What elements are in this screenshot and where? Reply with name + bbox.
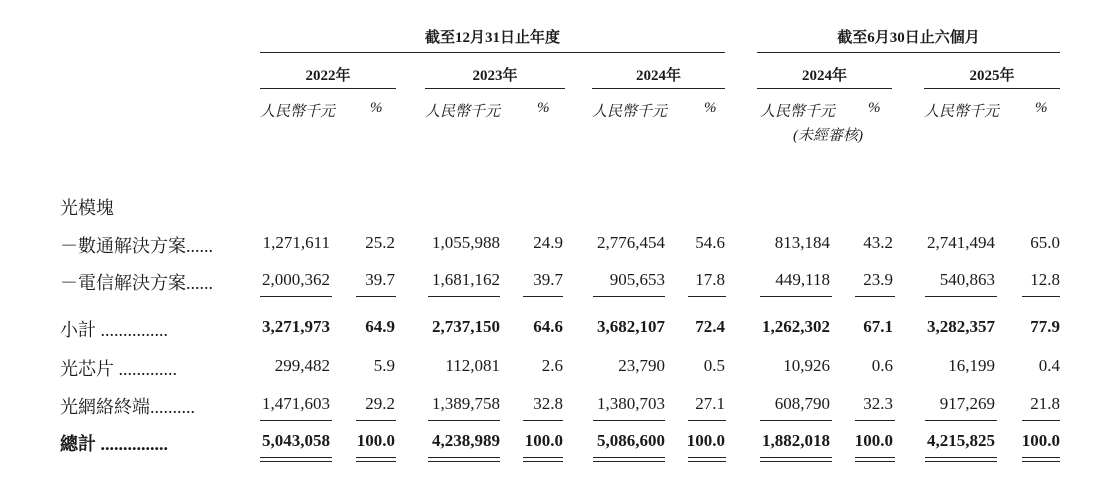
row-label: －電信解決方案...... xyxy=(60,273,213,293)
table-cell: 0.5 xyxy=(703,356,725,375)
table-cell: 2,737,150 xyxy=(432,317,500,336)
table-cell: 449,118 xyxy=(775,270,830,289)
group-header-annual: 截至12月31日止年度 xyxy=(424,30,560,46)
table-cell: 3,682,107 xyxy=(597,317,665,336)
year-header: 2024年 xyxy=(635,68,681,84)
double-rule xyxy=(1022,461,1060,462)
table-cell: 39.7 xyxy=(365,270,395,289)
total-rule xyxy=(760,420,832,421)
table-cell: 24.9 xyxy=(533,233,563,252)
total-rule xyxy=(593,420,665,421)
double-rule xyxy=(593,457,665,458)
row-label-total: 總計 ............... xyxy=(60,434,168,454)
year-header: 2025年 xyxy=(969,68,1015,84)
subtotal-rule xyxy=(593,296,665,297)
row-label: －數通解決方案...... xyxy=(60,236,213,256)
table-cell: 32.8 xyxy=(533,394,563,413)
table-cell: 813,184 xyxy=(774,233,830,252)
divider xyxy=(924,88,1060,89)
unit-label: 人民幣千元 xyxy=(425,104,501,120)
table-cell: 77.9 xyxy=(1030,317,1060,336)
table-cell: 5.9 xyxy=(373,356,395,375)
table-cell: 67.1 xyxy=(863,317,893,336)
unaudited-label: (未經審核) xyxy=(793,128,863,144)
double-rule xyxy=(523,457,563,458)
table-cell: 1,055,988 xyxy=(432,233,500,252)
row-label: 光芯片 ............. xyxy=(60,359,177,379)
total-rule xyxy=(925,420,997,421)
double-rule xyxy=(523,461,563,462)
table-cell: 100.0 xyxy=(1021,431,1060,450)
divider xyxy=(757,88,892,89)
subtotal-rule xyxy=(925,296,997,297)
unit-label: 人民幣千元 xyxy=(260,104,336,120)
pct-label: % xyxy=(537,100,550,116)
table-cell: 54.6 xyxy=(695,233,725,252)
table-cell: 64.9 xyxy=(365,317,395,336)
subtotal-rule xyxy=(855,296,895,297)
group-header-interim: 截至6月30日止六個月 xyxy=(837,30,980,46)
table-cell: 1,380,703 xyxy=(597,394,665,413)
subtotal-rule xyxy=(428,296,500,297)
table-cell: 100.0 xyxy=(524,431,563,450)
total-rule xyxy=(1022,420,1060,421)
double-rule xyxy=(593,461,665,462)
divider xyxy=(260,88,396,89)
total-rule xyxy=(855,420,895,421)
subtotal-rule xyxy=(1022,296,1060,297)
table-cell: 1,882,018 xyxy=(762,431,830,450)
double-rule xyxy=(925,457,997,458)
table-cell: 1,389,758 xyxy=(432,394,500,413)
table-cell: 1,471,603 xyxy=(262,394,330,413)
total-rule xyxy=(260,420,332,421)
row-label: 光網絡終端.......... xyxy=(60,397,195,417)
table-cell: 1,681,162 xyxy=(432,270,500,289)
table-cell: 0.6 xyxy=(871,356,893,375)
unit-label: 人民幣千元 xyxy=(760,104,836,120)
subtotal-rule xyxy=(260,296,332,297)
total-rule xyxy=(688,420,726,421)
table-cell: 1,271,611 xyxy=(262,233,330,252)
total-rule xyxy=(428,420,500,421)
table-cell: 2,776,454 xyxy=(597,233,665,252)
divider xyxy=(592,88,725,89)
table-cell: 4,215,825 xyxy=(927,431,995,450)
divider xyxy=(757,52,1060,53)
double-rule xyxy=(855,457,895,458)
table-cell: 0.4 xyxy=(1038,356,1060,375)
divider xyxy=(425,88,565,89)
section-title: 光模塊 xyxy=(60,198,114,218)
double-rule xyxy=(688,461,726,462)
double-rule xyxy=(260,457,332,458)
subtotal-rule xyxy=(760,296,832,297)
total-rule xyxy=(523,420,563,421)
table-cell: 2,000,362 xyxy=(262,270,330,289)
table-cell: 39.7 xyxy=(533,270,563,289)
divider xyxy=(260,52,725,53)
row-label: 小計 ............... xyxy=(60,320,168,340)
year-header: 2023年 xyxy=(472,68,518,84)
table-cell: 10,926 xyxy=(783,356,830,375)
table-cell: 65.0 xyxy=(1030,233,1060,252)
double-rule xyxy=(356,461,396,462)
table-cell: 3,282,357 xyxy=(927,317,995,336)
pct-label: % xyxy=(868,100,881,116)
table-cell: 27.1 xyxy=(695,394,725,413)
year-header: 2024年 xyxy=(801,68,847,84)
double-rule xyxy=(428,461,500,462)
table-cell: 608,790 xyxy=(774,394,830,413)
table-cell: 299,482 xyxy=(274,356,330,375)
table-cell: 16,199 xyxy=(948,356,995,375)
table-cell: 64.6 xyxy=(533,317,563,336)
table-cell: 25.2 xyxy=(365,233,395,252)
table-cell: 4,238,989 xyxy=(432,431,500,450)
table-cell: 21.8 xyxy=(1030,394,1060,413)
double-rule xyxy=(760,457,832,458)
table-cell: 112,081 xyxy=(445,356,500,375)
table-cell: 29.2 xyxy=(365,394,395,413)
table-cell: 2,741,494 xyxy=(927,233,995,252)
unit-label: 人民幣千元 xyxy=(924,104,1000,120)
table-cell: 905,653 xyxy=(609,270,665,289)
subtotal-rule xyxy=(523,296,563,297)
table-cell: 43.2 xyxy=(863,233,893,252)
pct-label: % xyxy=(704,100,717,116)
double-rule xyxy=(428,457,500,458)
table-cell: 2.6 xyxy=(541,356,563,375)
table-cell: 23.9 xyxy=(863,270,893,289)
table-cell: 3,271,973 xyxy=(262,317,330,336)
table-cell: 12.8 xyxy=(1030,270,1060,289)
subtotal-rule xyxy=(356,296,396,297)
pct-label: % xyxy=(370,100,383,116)
double-rule xyxy=(1022,457,1060,458)
table-cell: 5,086,600 xyxy=(597,431,665,450)
table-cell: 1,262,302 xyxy=(762,317,830,336)
subtotal-rule xyxy=(688,296,726,297)
year-header: 2022年 xyxy=(305,68,351,84)
table-cell: 917,269 xyxy=(939,394,995,413)
double-rule xyxy=(760,461,832,462)
double-rule xyxy=(260,461,332,462)
double-rule xyxy=(855,461,895,462)
double-rule xyxy=(356,457,396,458)
pct-label: % xyxy=(1035,100,1048,116)
table-cell: 100.0 xyxy=(854,431,893,450)
table-cell: 72.4 xyxy=(695,317,725,336)
unit-label: 人民幣千元 xyxy=(592,104,668,120)
table-cell: 540,863 xyxy=(939,270,995,289)
table-cell: 5,043,058 xyxy=(262,431,330,450)
table-cell: 17.8 xyxy=(695,270,725,289)
double-rule xyxy=(688,457,726,458)
total-rule xyxy=(356,420,396,421)
table-cell: 23,790 xyxy=(618,356,665,375)
double-rule xyxy=(925,461,997,462)
table-cell: 100.0 xyxy=(356,431,395,450)
table-cell: 32.3 xyxy=(863,394,893,413)
table-cell: 100.0 xyxy=(686,431,725,450)
